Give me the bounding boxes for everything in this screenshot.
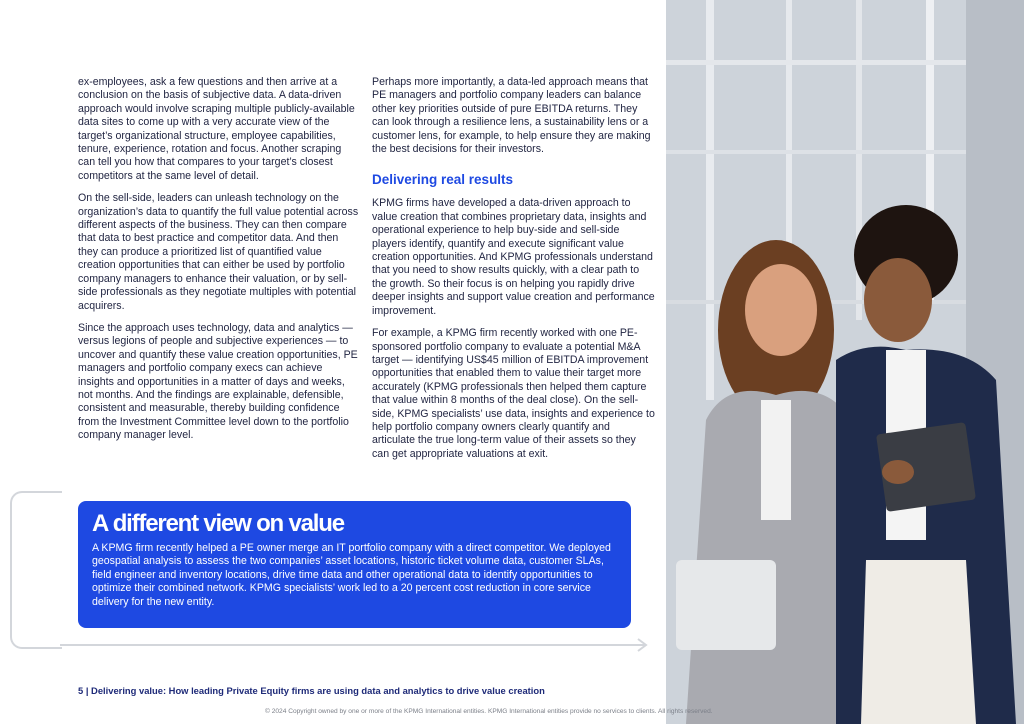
hero-photo: [666, 0, 1024, 724]
section-heading: Delivering real results: [372, 172, 514, 188]
body-paragraph: ex-employees, ask a few questions and then arrive at a conclusion on the basis of subjective data. A data-driven approach would involve scraping multiple publicly-available data sites to come up with a very accurate view of the target’s organizational structure, employee capabilities, tenure, experience, rotation and focus. Another scraping can tell you how that compares to your target’s closest competitors at the same level of detail.: [78, 76, 355, 182]
body-paragraph: Since the approach uses technology, data and analytics — versus legions of people and subjective experiences — to uncover and quantify these value creation opportunities, PE managers and portfolio company execs can achieve insights and opportunities in a matter of days and weeks, not months. And the findings are explainable, defensible, consistent and measurable, thereby building confidence from the Investment Committee level down to the portfolio company manager level.: [78, 321, 358, 442]
body-paragraph: On the sell-side, leaders can unleash technology on the organization’s data to quantify the full value potential across different aspects of the business. They can then compare that data to best practice and competitor data. And then they can produce a prioritized list of quantified value creation opportunities that can either be used by portfolio company managers to enhance their valuation, or by sell-side professionals as they negotiate multiples with potential acquirers.: [78, 192, 359, 312]
body-paragraph: For example, a KPMG firm recently worked with one PE-sponsored portfolio company to evaluate a potential M&A target — identifying US$45 million of EBITDA improvement opportunities that enabled them to value their target more accurately (KPMG professionals then helped them capture that value within 8 months of the deal close). On the sell-side, KPMG specialists’ use data, insights and experience to help portfolio company owners clearly quantify and articulate the true long-term value of their assets so they can get appropriate valuations at exit.: [372, 327, 655, 460]
decorative-frame-line: [10, 491, 62, 649]
body-paragraph: Perhaps more importantly, a data-led approach means that PE managers and portfolio company leaders can balance other key priorities outside of pure EBITDA returns. They can look through a resilience lens, a sustainability lens or a customer lens, for example, to help ensure they are making the best decisions for their investors.: [372, 76, 651, 156]
left-text-column: [78, 76, 360, 452]
right-text-column: [372, 76, 655, 470]
callout-title: A different view on value: [92, 510, 344, 537]
body-paragraph: KPMG firms have developed a data-driven approach to value creation that combines proprietary data, insights and operational experience to help buy-side and sell-side players identify, quantify and execute significant value creation opportunities. And KPMG professionals understand that you need to show results quickly, with a clear path to the growth. So their focus is on helping you rapidly drive deeper insights and support value creation and performance improvement.: [372, 197, 655, 317]
callout-body: A KPMG firm recently helped a PE owner merge an IT portfolio company with a direct competitor. We deployed geospatial analysis to assess the two companies’ asset locations, historic ticket volume data, customer SLAs, field engineer and inventory locations, drive time data and other operational data to identify opportunities to optimize their combined network. KPMG specialists’ work led to a 20 percent cost reduction in core service delivery for the new entity.: [92, 542, 611, 608]
footer-page-label: 5 | Delivering value: How leading Private Equity firms are using data and analytics to drive value creation: [78, 685, 545, 696]
arrow-head-icon: [636, 637, 652, 653]
decorative-arrow-line: [60, 644, 645, 646]
photo-illustration: [666, 0, 1024, 724]
copyright-notice: © 2024 Copyright owned by one or more of the KPMG International entities. KPMG International entities provide no services to clients. All rights reserved.: [265, 708, 713, 715]
callout-box: [78, 501, 631, 628]
